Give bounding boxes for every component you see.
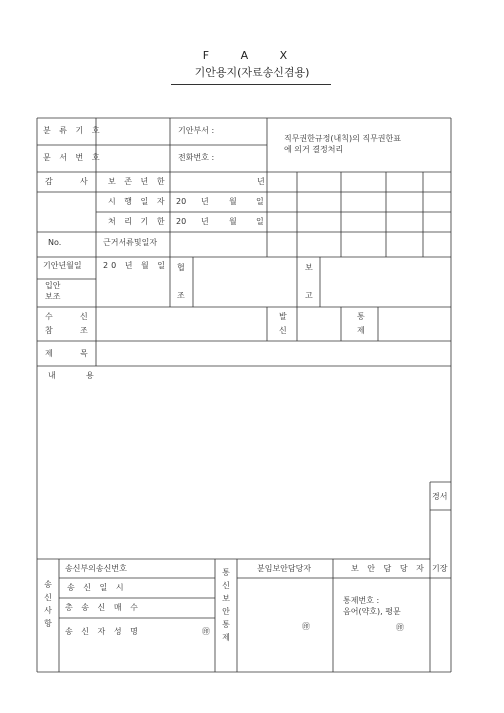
sihaeng-20: 20 <box>176 197 187 206</box>
seal-boan: ㊞ <box>396 623 404 632</box>
seal-songsinja: ㊞ <box>202 627 210 636</box>
label-tong: 통 <box>357 312 365 321</box>
sihaeng-il: 일 <box>256 197 264 206</box>
songsin-side-label <box>43 578 53 630</box>
label-munseo: 문 서 번 호 <box>43 153 103 162</box>
label-geungeo: 근거서류및일자 <box>103 238 158 247</box>
label-gamsa-2: 사 <box>80 177 88 186</box>
label-gian-buseo: 기안부서 : <box>178 126 215 135</box>
label-boan: 보 안 담 당 자 <box>351 564 427 573</box>
label-gyeongseo: 경서 <box>432 492 448 501</box>
label-gian-date: 기안년월일 <box>43 261 82 270</box>
tongsin-side-char: 신 <box>222 581 230 590</box>
label-susin-1: 수 <box>45 312 53 321</box>
label-sin: 신 <box>279 326 287 335</box>
label-ipan-1: 입안 <box>45 281 61 290</box>
sihaeng-nyeon: 년 <box>201 197 209 206</box>
form-title: 기안용지(자료송신겸용) <box>194 66 310 79</box>
label-bunryu: 분 류 기 호 <box>43 126 103 135</box>
label-jeonhwa: 전화번호 : <box>178 153 215 162</box>
tongsin-side-char: 안 <box>222 607 230 616</box>
label-naeyong-2: 용 <box>86 371 94 380</box>
tongsin-side-char: 통 <box>222 620 230 629</box>
cheori-il: 일 <box>256 217 264 226</box>
label-bo: 보 <box>305 263 313 272</box>
label-tongje-no: 통제번호 : <box>343 596 380 605</box>
tongsin-side-char: 보 <box>222 594 230 603</box>
label-bojon: 보 존 년 한 <box>108 177 168 186</box>
label-sihaeng: 시 행 일 자 <box>108 197 168 206</box>
label-gamsa-1: 감 <box>45 177 53 186</box>
sihaeng-wol: 월 <box>229 197 237 206</box>
seal-bunim: ㊞ <box>302 622 310 631</box>
label-ipan-2: 보조 <box>45 292 61 301</box>
label-jo: 조 <box>177 291 185 300</box>
cheori-nyeon: 년 <box>201 217 209 226</box>
label-no: No. <box>48 238 62 247</box>
label-songsinbu: 송신부의송신번호 <box>65 564 127 573</box>
label-jemok-1: 제 <box>45 349 53 358</box>
label-chamjo-2: 조 <box>80 326 88 335</box>
songsin-side-char: 사 <box>44 606 52 615</box>
fax-title: F A X <box>202 49 302 62</box>
tongsin-side-char: 통 <box>222 568 230 577</box>
songsin-side-char: 신 <box>44 593 52 602</box>
label-susin-2: 신 <box>80 312 88 321</box>
label-je: 제 <box>357 326 365 335</box>
songsin-side-char: 항 <box>44 619 52 628</box>
label-songsinja: 송 신 자 성 명 <box>65 627 141 636</box>
label-naeyong-1: 내 <box>48 371 56 380</box>
note-line2: 에 의거 결정처리 <box>284 145 344 154</box>
cheori-20: 20 <box>176 217 187 226</box>
cheori-wol: 월 <box>229 217 237 226</box>
label-chamjo-1: 참 <box>45 326 53 335</box>
label-nyeon: 년 <box>257 177 265 186</box>
label-bal: 발 <box>279 312 287 321</box>
tongsin-side-label <box>221 566 231 644</box>
label-chong-maesu: 총 송 신 매 수 <box>65 603 141 612</box>
tongsin-side-char: 제 <box>222 633 230 642</box>
label-go: 고 <box>305 291 313 300</box>
songsin-side-char: 송 <box>44 580 52 589</box>
label-songsin-ilsi: 송 신 일 시 <box>67 583 127 592</box>
label-hyeop: 협 <box>177 263 185 272</box>
label-cheori: 처 리 기 한 <box>108 217 168 226</box>
label-bunim: 분임보안담당자 <box>257 564 312 573</box>
note-line1: 직무권한규정(내칙)의 직무권한표 <box>284 134 401 143</box>
label-eumeo: 음어(약호), 평문 <box>343 607 401 616</box>
label-gijang: 기장 <box>432 564 448 573</box>
label-jemok-2: 목 <box>80 349 88 358</box>
gian-date-value: 20 년 월 일 <box>103 261 168 270</box>
